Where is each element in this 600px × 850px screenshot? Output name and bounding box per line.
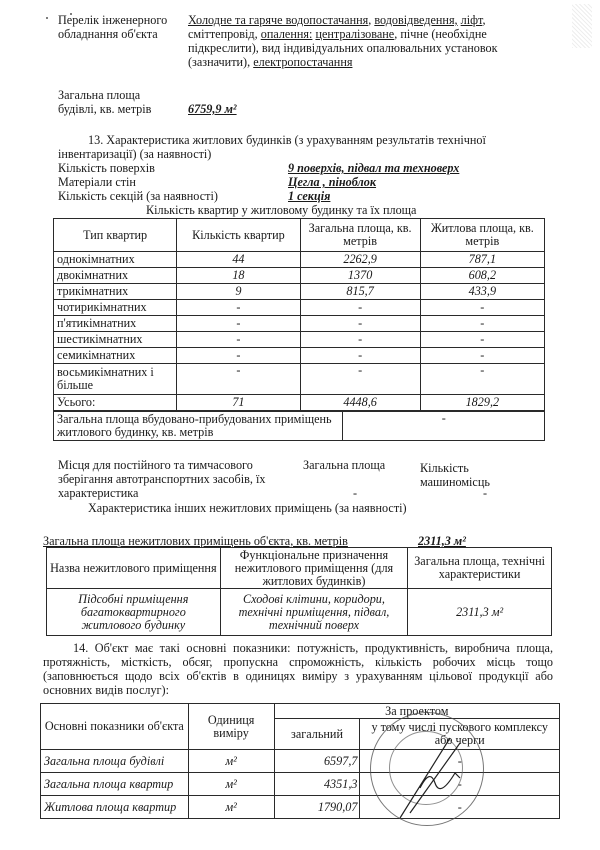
row-type: восьмикімнатних і більше <box>54 364 177 395</box>
equip-central: централізоване <box>315 27 395 41</box>
walls-value: Цегла , піноблок <box>288 175 377 189</box>
engineering-line2 <box>188 27 558 41</box>
table-row <box>54 316 545 332</box>
table-row <box>54 332 545 348</box>
row-type: двокімнатних <box>54 268 177 284</box>
section14-text: 14. Об'єкт має такі основні показники: потужність, продуктивність, виробнича площа, протяжність, місткість, обсяг, пропускна спроможність, кількість робочих місць тощо (заповнюється щодо всіх об'єктів в одиницях виміру з урахуванням цільової продукції або основних видів послуг): <box>43 641 553 697</box>
apartments-table-caption: Кількість квартир у житловому будинку та їх площа <box>146 203 417 217</box>
engineering-label-line2: обладнання об'єкта <box>58 27 158 41</box>
table-row <box>41 773 560 796</box>
row-count: 18 <box>177 268 300 284</box>
header-name: Назва нежитлового приміщення <box>47 548 221 589</box>
scan-dot <box>46 17 48 19</box>
header-type: Тип квартир <box>54 219 177 252</box>
table-row <box>54 300 545 316</box>
row-name: Підсобні приміщення багатоквартирного житлового будинку <box>47 589 221 636</box>
row-startup: - <box>360 796 560 819</box>
row-type: трикімнатних <box>54 284 177 300</box>
equip-stove: , пічне (необхідне <box>394 27 487 41</box>
row-living-area: 433,9 <box>420 284 544 300</box>
row-indicator: Житлова площа квартир <box>41 796 189 819</box>
scan-artifact <box>572 4 592 48</box>
table-row <box>54 364 545 395</box>
nonresidential-total-label: Загальна площа нежитлових приміщень об'єкта, кв. метрів <box>43 534 348 548</box>
row-living-area: 608,2 <box>420 268 544 284</box>
equip-specify: (зазначити), <box>188 55 254 69</box>
separator: , <box>482 13 486 27</box>
table-row <box>54 348 545 364</box>
apartments-table <box>53 218 545 411</box>
header-count: Кількість квартир <box>177 219 300 252</box>
sections-value: 1 секція <box>288 189 331 203</box>
header-total: загальний <box>274 719 360 750</box>
row-type: семикімнатних <box>54 348 177 364</box>
equip-drainage: водовідведення, <box>374 13 458 27</box>
indicators-table <box>40 703 560 819</box>
sections-label: Кількість секцій (за наявності) <box>58 189 218 203</box>
row-living-area: - <box>420 348 544 364</box>
row-type: однокімнатних <box>54 252 177 268</box>
row-startup: - <box>360 750 560 773</box>
table-row <box>47 589 552 636</box>
row-function: Сходові клітини, коридори, технічні приміщення, підвал, технічний поверх <box>220 589 408 636</box>
table-header-row <box>41 704 560 719</box>
row-total-area: - <box>300 300 420 316</box>
section13-title-cont: інвентаризації) (за наявності) <box>58 147 212 161</box>
parking-spaces-label: Кількість машиномісць <box>420 461 490 489</box>
row-total-area: - <box>300 316 420 332</box>
row-total: 1790,07 <box>274 796 360 819</box>
row-total: 6597,7 <box>274 750 360 773</box>
builtin-area-value: - <box>343 412 545 441</box>
table-header-row <box>54 219 545 252</box>
floors-value: 9 поверхів, підвал та техноверх <box>288 161 460 175</box>
row-count: - <box>177 332 300 348</box>
parking-area-label: Загальна площа <box>303 458 386 472</box>
building-area-label-line2: будівлі, кв. метрів <box>58 102 152 116</box>
row-unit: м² <box>188 750 274 773</box>
equip-power: електропостачання <box>253 55 353 69</box>
row-living-area: - <box>420 300 544 316</box>
header-startup: у тому числі пускового комплексу або черги <box>360 719 560 750</box>
separator: , <box>368 13 375 27</box>
header-total-area: Загальна площа, кв. метрів <box>300 219 420 252</box>
equip-garbage: сміттепровід, <box>188 27 261 41</box>
total-label: Усього: <box>54 395 177 411</box>
row-total-area: - <box>300 364 420 395</box>
row-total-area: 815,7 <box>300 284 420 300</box>
row-living-area: - <box>420 364 544 395</box>
row-startup: - <box>360 773 560 796</box>
row-count: - <box>177 300 300 316</box>
other-nonresidential-title: Характеристика інших нежитлових приміщень (за наявності) <box>88 501 407 515</box>
table-row <box>54 252 545 268</box>
parking-spaces-value: - <box>483 486 488 500</box>
header-indicator: Основні показники об'єкта <box>41 704 189 750</box>
walls-label: Матеріали стін <box>58 175 136 189</box>
row-living-area: 787,1 <box>420 252 544 268</box>
row-indicator: Загальна площа будівлі <box>41 750 189 773</box>
floors-label: Кількість поверхів <box>58 161 155 175</box>
row-indicator: Загальна площа квартир <box>41 773 189 796</box>
parking-label: Місця для постійного та тимчасового зберігання автотранспортних засобів, їх характеристика <box>58 458 266 500</box>
engineering-line1 <box>188 13 558 27</box>
total-living-area: 1829,2 <box>420 395 544 411</box>
row-living-area: - <box>420 332 544 348</box>
engineering-label <box>58 13 188 41</box>
row-total-area: - <box>300 348 420 364</box>
nonresidential-total-value: 2311,3 м² <box>418 534 466 548</box>
row-unit: м² <box>188 796 274 819</box>
building-area-label <box>58 88 151 116</box>
row-count: - <box>177 348 300 364</box>
engineering-label-line1: Перелік інженерного <box>58 13 168 27</box>
table-header-row <box>47 548 552 589</box>
header-function: Функціональне призначення нежитлового приміщення (для житлових будинків) <box>220 548 408 589</box>
builtin-area-table <box>53 411 545 441</box>
building-area-value: 6759,9 м² <box>188 102 237 116</box>
equip-water: Холодне та гаряче водопостачання <box>188 13 369 27</box>
table-row <box>54 284 545 300</box>
row-count: - <box>177 316 300 332</box>
row-living-area: - <box>420 316 544 332</box>
row-area: 2311,3 м² <box>408 589 552 636</box>
table-row <box>54 268 545 284</box>
section13-title: 13. Характеристика житлових будинків (з урахуванням результатів технічної <box>88 133 486 147</box>
header-living-area: Житлова площа, кв. метрів <box>420 219 544 252</box>
table-row <box>41 750 560 773</box>
engineering-line4 <box>188 55 558 69</box>
row-total-area: - <box>300 332 420 348</box>
header-unit: Одиниця виміру <box>188 704 274 750</box>
row-count: 44 <box>177 252 300 268</box>
table-row <box>41 796 560 819</box>
row-unit: м² <box>188 773 274 796</box>
table-total-row <box>54 395 545 411</box>
total-count: 71 <box>177 395 300 411</box>
header-project: За проектом <box>274 704 559 719</box>
row-total-area: 1370 <box>300 268 420 284</box>
builtin-row <box>54 412 545 441</box>
engineering-line3: підкреслити), вид індивідуальних опалювальних установок <box>188 41 498 55</box>
row-type: п'ятикімнатних <box>54 316 177 332</box>
building-area-label-line1: Загальна площа <box>58 88 141 102</box>
total-area: 4448,6 <box>300 395 420 411</box>
row-total-area: 2262,9 <box>300 252 420 268</box>
row-type: шестикімнатних <box>54 332 177 348</box>
nonresidential-table <box>46 547 552 636</box>
equip-heating: опалення: <box>260 27 313 41</box>
row-count: 9 <box>177 284 300 300</box>
parking-area-value: - <box>353 486 358 500</box>
row-total: 4351,3 <box>274 773 360 796</box>
engineering-value <box>188 13 558 69</box>
builtin-area-label: Загальна площа вбудовано-прибудованих приміщень житлового будинку, кв. метрів <box>54 412 343 441</box>
equip-lift: ліфт <box>460 13 483 27</box>
row-count: - <box>177 364 300 395</box>
header-area: Загальна площа, технічні характеристики <box>408 548 552 589</box>
row-type: чотирикімнатних <box>54 300 177 316</box>
